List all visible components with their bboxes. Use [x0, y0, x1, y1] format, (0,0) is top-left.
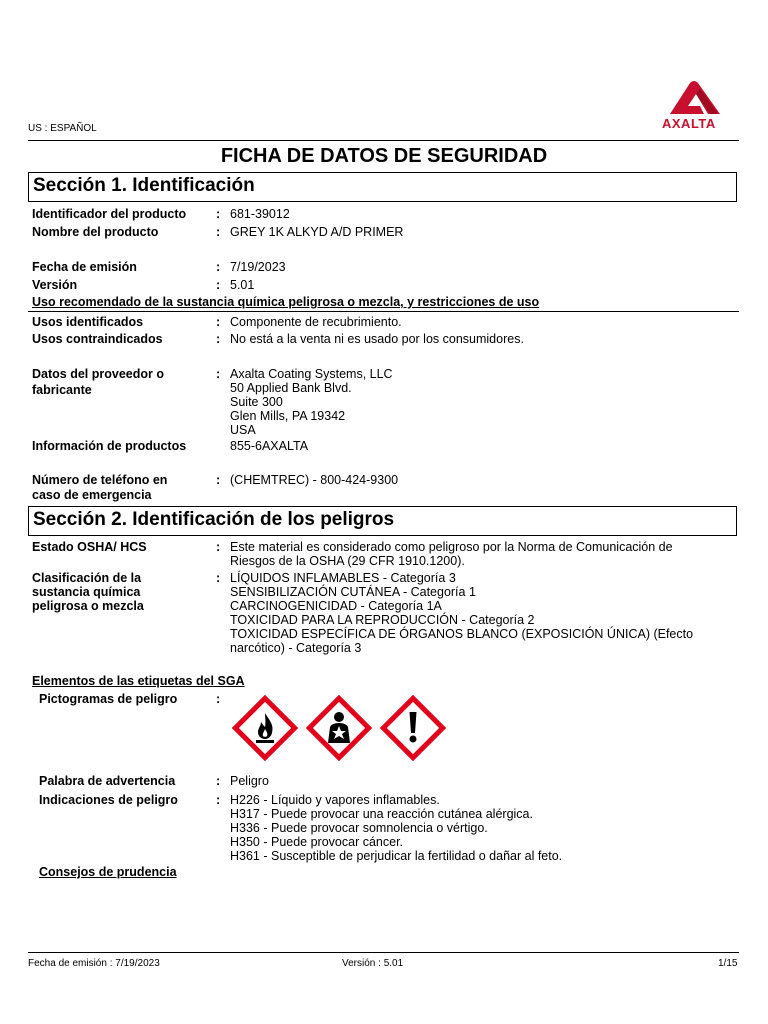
product-id-value: 681-39012 — [230, 207, 290, 221]
version-value: 5.01 — [230, 278, 255, 292]
hazard-statements-values: H226 - Líquido y vapores inflamables. H317 - Puede provocar una reacción cutánea alérgica. H336 - Puede provocar somnolencia o vértigo. H350 - Puede provocar cáncer. H361 - Susceptible de perjudicar la fertilidad o dañar al feto. — [230, 793, 563, 863]
logo-text: AXALTA — [662, 116, 716, 131]
product-info-label: Información de productos — [32, 439, 187, 453]
ghs-heading: Elementos de las etiquetas del SGA — [32, 674, 245, 688]
osha-status-label: Estado OSHA/ HCS — [32, 540, 147, 554]
product-name-value: GREY 1K ALKYD A/D PRIMER — [230, 225, 404, 239]
footer-page-number: 1/15 — [718, 958, 738, 969]
product-info-value: 855-6AXALTA — [230, 439, 309, 453]
signal-word-value: Peligro — [230, 774, 269, 788]
section2-title: Sección 2. Identificación de los peligros — [33, 509, 395, 530]
pictograms-label: Pictogramas de peligro — [39, 692, 178, 706]
use-heading: Uso recomendado de la sustancia química peligrosa o mezcla, y restricciones de uso — [32, 295, 540, 309]
osha-status-value: Este material es considerado como peligroso por la Norma de Comunicación de Riesgos de la OSHA (29 CFR 1910.1200). — [230, 540, 673, 568]
footer-divider — [28, 952, 739, 953]
hazard-statements-row: Indicaciones de peligro : H226 - Líquido y vapores inflamables. H317 - Puede provocar una reacción cutánea alérgica. H336 - Puede provocar somnolencia o vértigo. H350 - Puede provocar cáncer. H361 - Susceptible de perjudicar la fertilidad o dañar al feto. — [39, 793, 739, 863]
product-id-label: Identificador del producto — [32, 207, 187, 221]
flame-pictogram-icon — [232, 695, 298, 761]
contraindicated-value: No está a la venta ni es usado por los consumidores. — [230, 332, 524, 346]
identified-uses-label: Usos identificados — [32, 315, 144, 329]
exclamation-pictogram-icon — [380, 695, 446, 761]
identified-uses-value: Componente de recubrimiento. — [230, 315, 402, 329]
document-title: FICHA DE DATOS DE SEGURIDAD — [220, 145, 548, 167]
emergency-label: Número de teléfono en caso de emergencia — [32, 473, 168, 502]
hazard-statements-label: Indicaciones de peligro — [39, 793, 178, 807]
footer-issue-date: Fecha de emisión : 7/19/2023 — [28, 958, 160, 969]
classification-label: Clasificación de la sustancia química peligrosa o mezcla — [32, 571, 144, 613]
version-label: Versión — [32, 278, 78, 292]
precautionary-heading: Consejos de prudencia — [39, 865, 177, 879]
footer-version: Versión : 5.01 — [342, 958, 404, 969]
issue-date-label: Fecha de emisión — [32, 260, 137, 274]
osha-status-row: Estado OSHA/ HCS : Este material es considerado como peligroso por la Norma de Comunicación de Riesgos de la OSHA (29 CFR 1910.1200). — [32, 540, 732, 570]
use-divider — [28, 311, 739, 312]
product-name-label: Nombre del producto — [32, 225, 159, 239]
section2-header — [28, 506, 737, 536]
section1-header — [28, 172, 737, 202]
emergency-row: Número de teléfono en caso de emergencia : (CHEMTREC) - 800-424-9300 — [32, 473, 732, 503]
supplier-address: Axalta Coating Systems, LLC 50 Applied Bank Blvd. Suite 300 Glen Mills, PA 19342 USA — [230, 367, 393, 437]
classification-values: LÍQUIDOS INFLAMABLES - Categoría 3 SENSIBILIZACIÓN CUTÁNEA - Categoría 1 CARCINOGENICIDAD - Categoría 1A TOXICIDAD PARA LA REPRODUCCIÓN - Categoría 2 TOXICIDAD ESPECÍFICA DE ÓRGANOS BLANCO (EXPOSICIÓN ÚNICA) (Efecto narcótico) - Categoría 3 — [230, 571, 694, 655]
locale-label: US : ESPAÑOL — [28, 123, 97, 134]
axalta-logo — [660, 80, 732, 130]
issue-date-value: 7/19/2023 — [230, 260, 286, 274]
supplier-label: Datos del proveedor o fabricante — [32, 367, 164, 397]
signal-word-label: Palabra de advertencia — [39, 774, 176, 788]
contraindicated-label: Usos contraindicados — [32, 332, 163, 346]
supplier-row: Datos del proveedor o fabricante : Axalta Coating Systems, LLC 50 Applied Bank Blvd. Suite 300 Glen Mills, PA 19342 USA — [32, 367, 732, 447]
classification-row: Clasificación de la sustancia química peligrosa o mezcla : LÍQUIDOS INFLAMABLES - Categoría 3 SENSIBILIZACIÓN CUTÁNEA - Categoría 1 CARCINOGENICIDAD - Categoría 1A TOXICIDAD PARA LA REPRODUCCIÓN - Categoría 2 TOXICIDAD ESPECÍFICA DE ÓRGANOS BLANCO (EXPOSICIÓN ÚNICA) (Efecto narcótico) - Categoría 3 — [32, 571, 732, 661]
axalta-logo-icon — [660, 80, 732, 116]
header-divider — [28, 140, 739, 141]
health-hazard-pictogram-icon — [306, 695, 372, 761]
emergency-value: (CHEMTREC) - 800-424-9300 — [230, 473, 399, 487]
section1-title: Sección 1. Identificación — [33, 175, 255, 196]
